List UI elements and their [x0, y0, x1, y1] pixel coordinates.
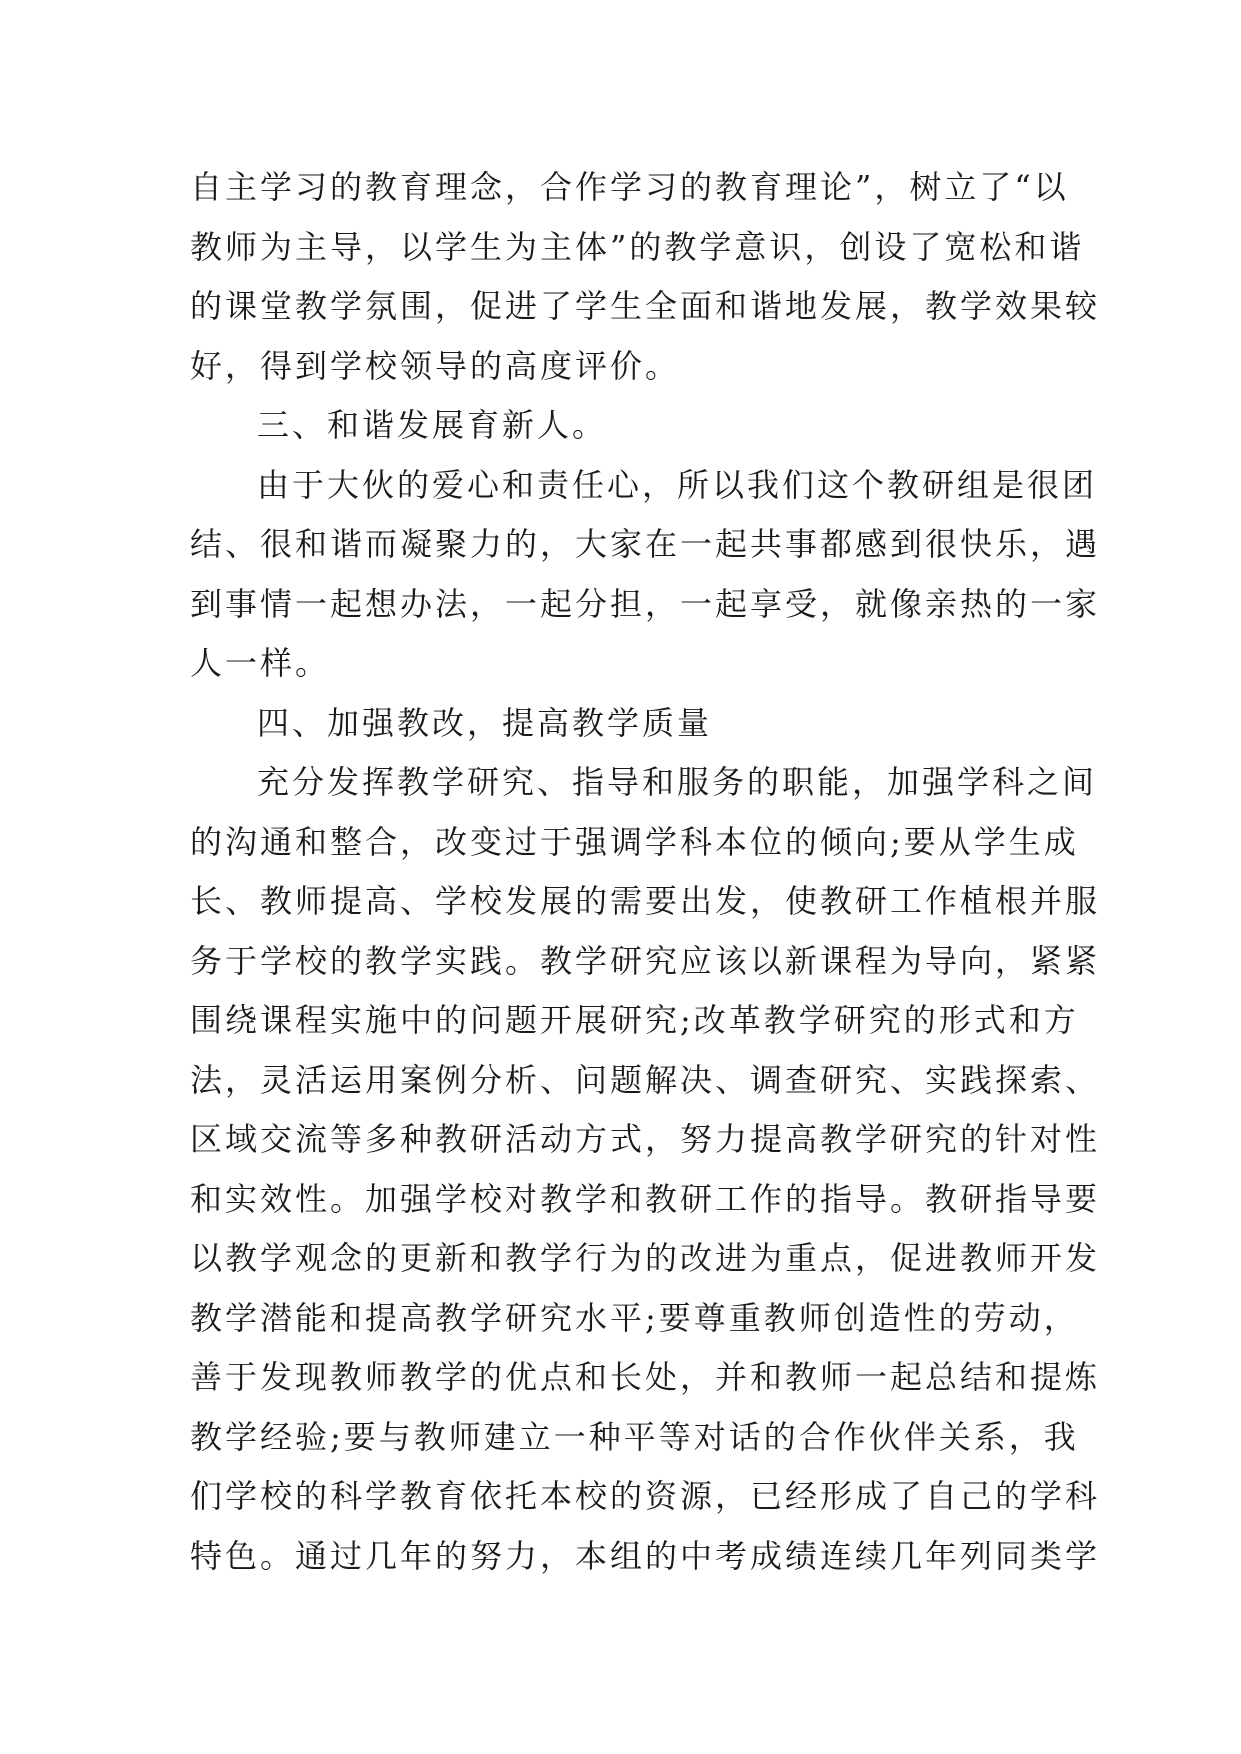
text-line: 到事情一起想办法，一起分担，一起享受，就像亲热的一家: [190, 584, 1101, 623]
text-line: 充分发挥教学研究、指导和服务的职能，加强学科之间: [257, 763, 1098, 801]
text-line: 们学校的科学教育依托本校的资源，已经形成了自己的学科: [190, 1477, 1101, 1515]
text-line: 的课堂教学氛围，促进了学生全面和谐地发展，教学效果较: [190, 287, 1101, 325]
text-line: 务于学校的教学实践。教学研究应该以新课程为导向，紧紧: [190, 941, 1101, 980]
text-line: 特色。通过几年的努力，本组的中考成绩连续几年列同类学: [190, 1536, 1101, 1575]
text-line: 人一样。: [190, 644, 331, 682]
text-line: 善于发现教师教学的优点和长处，并和教师一起总结和提炼: [190, 1358, 1101, 1396]
text-line: 三、和谐发展育新人。: [257, 406, 608, 444]
document-body: [190, 158, 1101, 1586]
text-line: 教学经验;要与教师建立一种平等对话的合作伙伴关系，我: [190, 1417, 1079, 1456]
text-line: 好，得到学校领导的高度评价。: [190, 346, 681, 385]
text-line: 和实效性。加强学校对教学和教研工作的指导。教研指导要: [190, 1179, 1101, 1218]
text-line: 区域交流等多种教研活动方式，努力提高教学研究的针对性: [190, 1120, 1101, 1158]
text-line: 围绕课程实施中的问题开展研究;改革教学研究的形式和方: [190, 1001, 1079, 1039]
text-line: 自主学习的教育理念，合作学习的教育理论”，树立了“以: [190, 168, 1069, 206]
text-line: 教师为主导，以学生为主体”的教学意识，创设了宽松和谐: [190, 227, 1085, 266]
text-line: 教学潜能和提高教学研究水平;要尊重教师创造性的劳动，: [190, 1298, 1079, 1337]
text-line: 长、教师提高、学校发展的需要出发，使教研工作植根并服: [190, 882, 1101, 920]
text-line: 的沟通和整合，改变过于强调学科本位的倾向;要从学生成: [190, 822, 1079, 861]
text-line: 结、很和谐而凝聚力的，大家在一起共事都感到很快乐，遇: [190, 525, 1101, 563]
text-line: 四、加强教改，提高教学质量: [257, 703, 713, 742]
text-line: 由于大伙的爱心和责任心，所以我们这个教研组是很团: [257, 465, 1098, 504]
text-line: 法，灵活运用案例分析、问题解决、调查研究、实践探索、: [190, 1060, 1101, 1099]
text-line: 以教学观念的更新和教学行为的改进为重点，促进教师开发: [190, 1239, 1101, 1277]
